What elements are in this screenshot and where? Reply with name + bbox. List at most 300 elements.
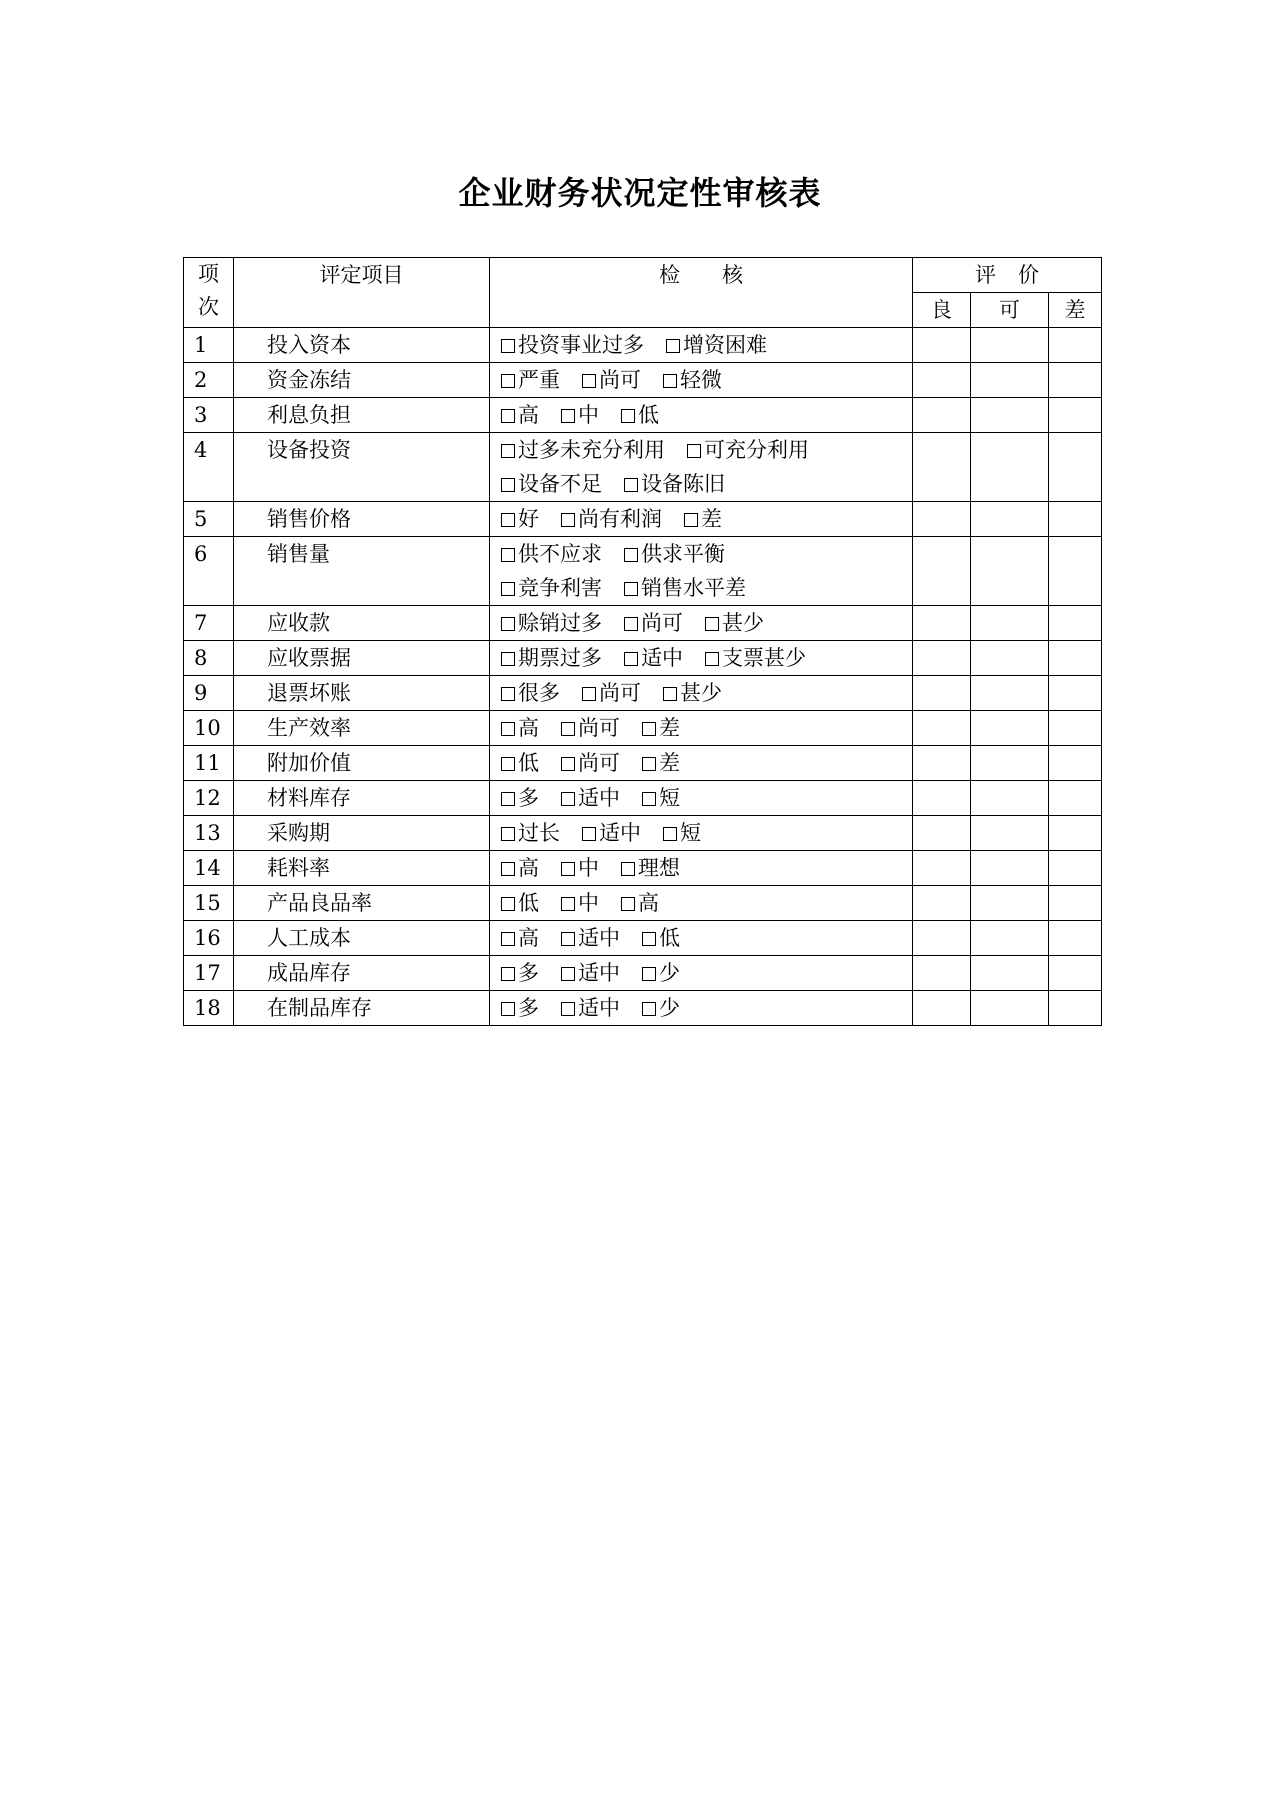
- option-line: [501, 363, 912, 397]
- eval-fair-cell[interactable]: [971, 781, 1049, 816]
- table-row: [184, 816, 1102, 851]
- option-label: 很多: [518, 681, 560, 705]
- row-item: 应收票据: [234, 641, 490, 676]
- check-option[interactable]: [501, 886, 539, 920]
- eval-fair-cell[interactable]: [971, 991, 1049, 1026]
- row-check-options: [490, 991, 913, 1026]
- option-label: 竞争利害: [518, 576, 602, 600]
- check-option[interactable]: [624, 641, 683, 675]
- eval-fair-cell[interactable]: [971, 606, 1049, 641]
- table-row: [184, 711, 1102, 746]
- checkbox-icon[interactable]: [663, 374, 677, 388]
- option-label: 多: [518, 786, 539, 810]
- header-item: 评定项目: [234, 258, 490, 328]
- checkbox-icon[interactable]: [501, 722, 515, 736]
- option-line: [501, 502, 912, 536]
- check-option[interactable]: [501, 781, 539, 815]
- eval-poor-cell[interactable]: [1049, 398, 1102, 433]
- option-label: 低: [659, 926, 680, 950]
- option-label: 差: [659, 751, 680, 775]
- row-index: 16: [184, 921, 234, 956]
- row-item: 附加价值: [234, 746, 490, 781]
- row-check-options: [490, 886, 913, 921]
- row-check-options: [490, 711, 913, 746]
- row-index: 10: [184, 711, 234, 746]
- row-check-options: [490, 746, 913, 781]
- check-option[interactable]: [705, 641, 806, 675]
- row-item: 在制品库存: [234, 991, 490, 1026]
- eval-good-cell[interactable]: [913, 711, 971, 746]
- table-row: [184, 433, 1102, 502]
- row-index: 17: [184, 956, 234, 991]
- option-label: 好: [518, 507, 539, 531]
- checkbox-icon[interactable]: [642, 757, 656, 771]
- check-option[interactable]: [561, 502, 662, 536]
- option-line: [501, 433, 912, 467]
- checkbox-icon[interactable]: [501, 862, 515, 876]
- checkbox-icon[interactable]: [501, 548, 515, 562]
- check-option[interactable]: [501, 537, 602, 571]
- eval-poor-cell[interactable]: [1049, 606, 1102, 641]
- option-line: [501, 746, 912, 780]
- check-option[interactable]: [642, 921, 680, 955]
- option-label: 差: [659, 716, 680, 740]
- option-line: [501, 851, 912, 885]
- check-option[interactable]: [501, 816, 560, 850]
- option-label: 甚少: [680, 681, 722, 705]
- header-index-line2: 次: [198, 295, 219, 319]
- checkbox-icon[interactable]: [501, 652, 515, 666]
- option-line: [501, 571, 912, 605]
- check-option[interactable]: [501, 851, 539, 885]
- eval-poor-cell[interactable]: [1049, 816, 1102, 851]
- eval-good-cell[interactable]: [913, 816, 971, 851]
- eval-poor-cell[interactable]: [1049, 537, 1102, 606]
- option-label: 低: [638, 403, 659, 427]
- table-row: [184, 328, 1102, 363]
- option-label: 期票过多: [518, 646, 602, 670]
- check-option[interactable]: [642, 711, 680, 745]
- eval-fair-cell[interactable]: [971, 641, 1049, 676]
- check-option[interactable]: [501, 571, 602, 605]
- table-row: [184, 537, 1102, 606]
- eval-good-cell[interactable]: [913, 851, 971, 886]
- checkbox-icon[interactable]: [501, 932, 515, 946]
- check-option[interactable]: [561, 398, 599, 432]
- eval-good-cell[interactable]: [913, 746, 971, 781]
- checkbox-icon[interactable]: [582, 827, 596, 841]
- row-check-options: [490, 676, 913, 711]
- check-option[interactable]: [561, 886, 599, 920]
- checkbox-icon[interactable]: [624, 548, 638, 562]
- check-option[interactable]: [582, 816, 641, 850]
- eval-poor-cell[interactable]: [1049, 746, 1102, 781]
- row-item: 应收款: [234, 606, 490, 641]
- check-option[interactable]: [561, 711, 620, 745]
- page-title: 企业财务状况定性审核表: [458, 174, 822, 212]
- option-label: 少: [659, 961, 680, 985]
- eval-poor-cell[interactable]: [1049, 363, 1102, 398]
- option-label: 可充分利用: [704, 438, 809, 462]
- option-label: 高: [518, 856, 539, 880]
- row-index: 2: [184, 363, 234, 398]
- option-label: 甚少: [722, 611, 764, 635]
- checkbox-icon[interactable]: [501, 757, 515, 771]
- option-label: 高: [518, 926, 539, 950]
- checkbox-icon[interactable]: [642, 1002, 656, 1016]
- row-item: 销售价格: [234, 502, 490, 537]
- checkbox-icon[interactable]: [501, 827, 515, 841]
- option-label: 尚可: [599, 368, 641, 392]
- eval-fair-cell[interactable]: [971, 363, 1049, 398]
- checkbox-icon[interactable]: [582, 374, 596, 388]
- check-option[interactable]: [501, 921, 539, 955]
- row-check-options: [490, 537, 913, 606]
- row-index: 18: [184, 991, 234, 1026]
- table-row: [184, 363, 1102, 398]
- header-index-line1: 项: [198, 262, 219, 286]
- table-row: [184, 851, 1102, 886]
- table-row: [184, 781, 1102, 816]
- check-option[interactable]: [501, 328, 644, 362]
- eval-fair-cell[interactable]: [971, 502, 1049, 537]
- eval-poor-cell[interactable]: [1049, 433, 1102, 502]
- table-row: [184, 676, 1102, 711]
- checkbox-icon[interactable]: [624, 617, 638, 631]
- eval-fair-cell[interactable]: [971, 433, 1049, 502]
- eval-poor-cell[interactable]: [1049, 641, 1102, 676]
- eval-poor-cell[interactable]: [1049, 851, 1102, 886]
- row-index: 4: [184, 433, 234, 502]
- eval-good-cell[interactable]: [913, 398, 971, 433]
- row-index: 12: [184, 781, 234, 816]
- option-label: 短: [659, 786, 680, 810]
- row-index: 8: [184, 641, 234, 676]
- row-index: 1: [184, 328, 234, 363]
- eval-poor-cell[interactable]: [1049, 328, 1102, 363]
- option-line: [501, 537, 912, 571]
- checkbox-icon[interactable]: [561, 513, 575, 527]
- checkbox-icon[interactable]: [501, 478, 515, 492]
- check-option[interactable]: [561, 851, 599, 885]
- checkbox-icon[interactable]: [642, 967, 656, 981]
- row-check-options: [490, 781, 913, 816]
- option-line: [501, 398, 912, 432]
- checkbox-icon[interactable]: [501, 339, 515, 353]
- check-option[interactable]: [663, 676, 722, 710]
- option-line: [501, 606, 912, 640]
- eval-good-cell[interactable]: [913, 921, 971, 956]
- option-label: 尚可: [578, 716, 620, 740]
- row-index: 15: [184, 886, 234, 921]
- checkbox-icon[interactable]: [561, 862, 575, 876]
- check-option[interactable]: [501, 606, 602, 640]
- eval-poor-cell[interactable]: [1049, 921, 1102, 956]
- row-index: 13: [184, 816, 234, 851]
- check-option[interactable]: [501, 956, 539, 990]
- option-label: 多: [518, 996, 539, 1020]
- eval-fair-cell[interactable]: [971, 886, 1049, 921]
- row-item: 采购期: [234, 816, 490, 851]
- row-item: 投入资本: [234, 328, 490, 363]
- check-option[interactable]: [642, 991, 680, 1025]
- eval-poor-cell[interactable]: [1049, 781, 1102, 816]
- eval-poor-cell[interactable]: [1049, 676, 1102, 711]
- row-check-options: [490, 328, 913, 363]
- eval-fair-cell[interactable]: [971, 816, 1049, 851]
- option-label: 中: [578, 891, 599, 915]
- eval-good-cell[interactable]: [913, 606, 971, 641]
- row-index: 6: [184, 537, 234, 606]
- check-option[interactable]: [582, 363, 641, 397]
- header-evaluation: 评价: [913, 258, 1102, 293]
- checkbox-icon[interactable]: [561, 757, 575, 771]
- option-line: [501, 816, 912, 850]
- check-option[interactable]: [561, 956, 620, 990]
- option-label: 设备陈旧: [641, 472, 725, 496]
- check-option[interactable]: [624, 537, 725, 571]
- option-label: 低: [518, 751, 539, 775]
- eval-good-cell[interactable]: [913, 991, 971, 1026]
- checkbox-icon[interactable]: [624, 582, 638, 596]
- checkbox-icon[interactable]: [501, 374, 515, 388]
- option-line: [501, 781, 912, 815]
- check-option[interactable]: [624, 606, 683, 640]
- header-index: [184, 258, 234, 328]
- eval-fair-cell[interactable]: [971, 746, 1049, 781]
- check-option[interactable]: [561, 746, 620, 780]
- check-option[interactable]: [582, 676, 641, 710]
- table-row: [184, 606, 1102, 641]
- checkbox-icon[interactable]: [501, 582, 515, 596]
- check-option[interactable]: [561, 781, 620, 815]
- option-label: 过长: [518, 821, 560, 845]
- option-line: [501, 328, 912, 362]
- row-item: 产品良品率: [234, 886, 490, 921]
- eval-fair-cell[interactable]: [971, 851, 1049, 886]
- checkbox-icon[interactable]: [561, 932, 575, 946]
- option-label: 供不应求: [518, 542, 602, 566]
- row-check-options: [490, 398, 913, 433]
- check-option[interactable]: [663, 363, 722, 397]
- option-label: 过多未充分利用: [518, 438, 665, 462]
- row-check-options: [490, 921, 913, 956]
- checkbox-icon[interactable]: [705, 652, 719, 666]
- eval-fair-cell[interactable]: [971, 921, 1049, 956]
- check-option[interactable]: [624, 571, 746, 605]
- option-label: 尚可: [578, 751, 620, 775]
- option-label: 多: [518, 961, 539, 985]
- option-label: 支票甚少: [722, 646, 806, 670]
- check-option[interactable]: [705, 606, 764, 640]
- check-option[interactable]: [621, 851, 680, 885]
- eval-good-cell[interactable]: [913, 363, 971, 398]
- option-label: 短: [680, 821, 701, 845]
- row-check-options: [490, 641, 913, 676]
- checkbox-icon[interactable]: [582, 687, 596, 701]
- header-good: 良: [913, 293, 971, 328]
- eval-good-cell[interactable]: [913, 676, 971, 711]
- eval-fair-cell[interactable]: [971, 398, 1049, 433]
- option-label: 低: [518, 891, 539, 915]
- check-option[interactable]: [561, 921, 620, 955]
- table-row: [184, 746, 1102, 781]
- check-option[interactable]: [501, 363, 560, 397]
- option-label: 理想: [638, 856, 680, 880]
- checkbox-icon[interactable]: [621, 862, 635, 876]
- checkbox-icon[interactable]: [501, 897, 515, 911]
- eval-good-cell[interactable]: [913, 502, 971, 537]
- check-option[interactable]: [501, 641, 602, 675]
- checkbox-icon[interactable]: [624, 652, 638, 666]
- row-item: 生产效率: [234, 711, 490, 746]
- option-label: 高: [518, 716, 539, 740]
- check-option[interactable]: [501, 502, 539, 536]
- check-option[interactable]: [642, 746, 680, 780]
- option-label: 差: [701, 507, 722, 531]
- check-option[interactable]: [684, 502, 722, 536]
- eval-poor-cell[interactable]: [1049, 991, 1102, 1026]
- eval-poor-cell[interactable]: [1049, 502, 1102, 537]
- option-label: 中: [578, 403, 599, 427]
- row-check-options: [490, 851, 913, 886]
- checkbox-icon[interactable]: [501, 1002, 515, 1016]
- option-line: [501, 676, 912, 710]
- option-label: 轻微: [680, 368, 722, 392]
- checkbox-icon[interactable]: [642, 932, 656, 946]
- option-line: [501, 711, 912, 745]
- row-check-options: [490, 956, 913, 991]
- checkbox-icon[interactable]: [561, 1002, 575, 1016]
- option-label: 尚可: [599, 681, 641, 705]
- checkbox-icon[interactable]: [501, 617, 515, 631]
- eval-good-cell[interactable]: [913, 641, 971, 676]
- table-row: [184, 921, 1102, 956]
- checkbox-icon[interactable]: [663, 827, 677, 841]
- check-option[interactable]: [561, 991, 620, 1025]
- checkbox-icon[interactable]: [621, 897, 635, 911]
- option-label: 适中: [641, 646, 683, 670]
- checkbox-icon[interactable]: [501, 967, 515, 981]
- option-line: [501, 886, 912, 920]
- option-line: [501, 921, 912, 955]
- option-label: 少: [659, 996, 680, 1020]
- option-label: 适中: [578, 996, 620, 1020]
- checkbox-icon[interactable]: [501, 409, 515, 423]
- checkbox-icon[interactable]: [663, 687, 677, 701]
- option-label: 高: [518, 403, 539, 427]
- row-check-options: [490, 816, 913, 851]
- checkbox-icon[interactable]: [687, 444, 701, 458]
- eval-good-cell[interactable]: [913, 956, 971, 991]
- eval-good-cell[interactable]: [913, 537, 971, 606]
- checkbox-icon[interactable]: [642, 722, 656, 736]
- option-label: 尚可: [641, 611, 683, 635]
- eval-fair-cell[interactable]: [971, 711, 1049, 746]
- checkbox-icon[interactable]: [561, 792, 575, 806]
- eval-good-cell[interactable]: [913, 781, 971, 816]
- check-option[interactable]: [501, 467, 602, 501]
- option-label: 严重: [518, 368, 560, 392]
- check-option[interactable]: [642, 956, 680, 990]
- check-option[interactable]: [501, 398, 539, 432]
- check-option[interactable]: [621, 886, 659, 920]
- row-index: 14: [184, 851, 234, 886]
- checkbox-icon[interactable]: [666, 339, 680, 353]
- table-row: [184, 886, 1102, 921]
- eval-fair-cell[interactable]: [971, 537, 1049, 606]
- check-option[interactable]: [501, 433, 665, 467]
- option-label: 供求平衡: [641, 542, 725, 566]
- check-option[interactable]: [687, 433, 809, 467]
- eval-fair-cell[interactable]: [971, 956, 1049, 991]
- checkbox-icon[interactable]: [561, 409, 575, 423]
- checkbox-icon[interactable]: [501, 792, 515, 806]
- checkbox-icon[interactable]: [642, 792, 656, 806]
- checkbox-icon[interactable]: [684, 513, 698, 527]
- header-poor: 差: [1049, 293, 1102, 328]
- checkbox-icon[interactable]: [624, 478, 638, 492]
- eval-good-cell[interactable]: [913, 328, 971, 363]
- option-label: 增资困难: [683, 333, 767, 357]
- checkbox-icon[interactable]: [705, 617, 719, 631]
- checkbox-icon[interactable]: [621, 409, 635, 423]
- check-option[interactable]: [501, 991, 539, 1025]
- check-option[interactable]: [501, 676, 560, 710]
- check-option[interactable]: [666, 328, 767, 362]
- table-row: [184, 502, 1102, 537]
- check-option[interactable]: [663, 816, 701, 850]
- header-row-1: [184, 258, 1102, 293]
- row-index: 3: [184, 398, 234, 433]
- option-line: [501, 991, 912, 1025]
- row-check-options: [490, 606, 913, 641]
- checkbox-icon[interactable]: [501, 687, 515, 701]
- option-label: 高: [638, 891, 659, 915]
- option-line: [501, 641, 912, 675]
- check-option[interactable]: [642, 781, 680, 815]
- check-option[interactable]: [501, 746, 539, 780]
- check-option[interactable]: [621, 398, 659, 432]
- option-label: 投资事业过多: [518, 333, 644, 357]
- checkbox-icon[interactable]: [501, 444, 515, 458]
- row-item: 设备投资: [234, 433, 490, 502]
- checkbox-icon[interactable]: [501, 513, 515, 527]
- checkbox-icon[interactable]: [561, 722, 575, 736]
- check-option[interactable]: [624, 467, 725, 501]
- row-item: 退票坏账: [234, 676, 490, 711]
- eval-good-cell[interactable]: [913, 433, 971, 502]
- audit-table: [183, 257, 1102, 1026]
- header-check: 检 核: [490, 258, 913, 328]
- row-item: 材料库存: [234, 781, 490, 816]
- eval-poor-cell[interactable]: [1049, 711, 1102, 746]
- row-item: 利息负担: [234, 398, 490, 433]
- row-check-options: [490, 363, 913, 398]
- option-line: [501, 467, 912, 501]
- table-row: [184, 956, 1102, 991]
- eval-poor-cell[interactable]: [1049, 886, 1102, 921]
- check-option[interactable]: [501, 711, 539, 745]
- eval-fair-cell[interactable]: [971, 328, 1049, 363]
- eval-fair-cell[interactable]: [971, 676, 1049, 711]
- checkbox-icon[interactable]: [561, 897, 575, 911]
- eval-good-cell[interactable]: [913, 886, 971, 921]
- option-label: 赊销过多: [518, 611, 602, 635]
- checkbox-icon[interactable]: [561, 967, 575, 981]
- row-item: 资金冻结: [234, 363, 490, 398]
- eval-poor-cell[interactable]: [1049, 956, 1102, 991]
